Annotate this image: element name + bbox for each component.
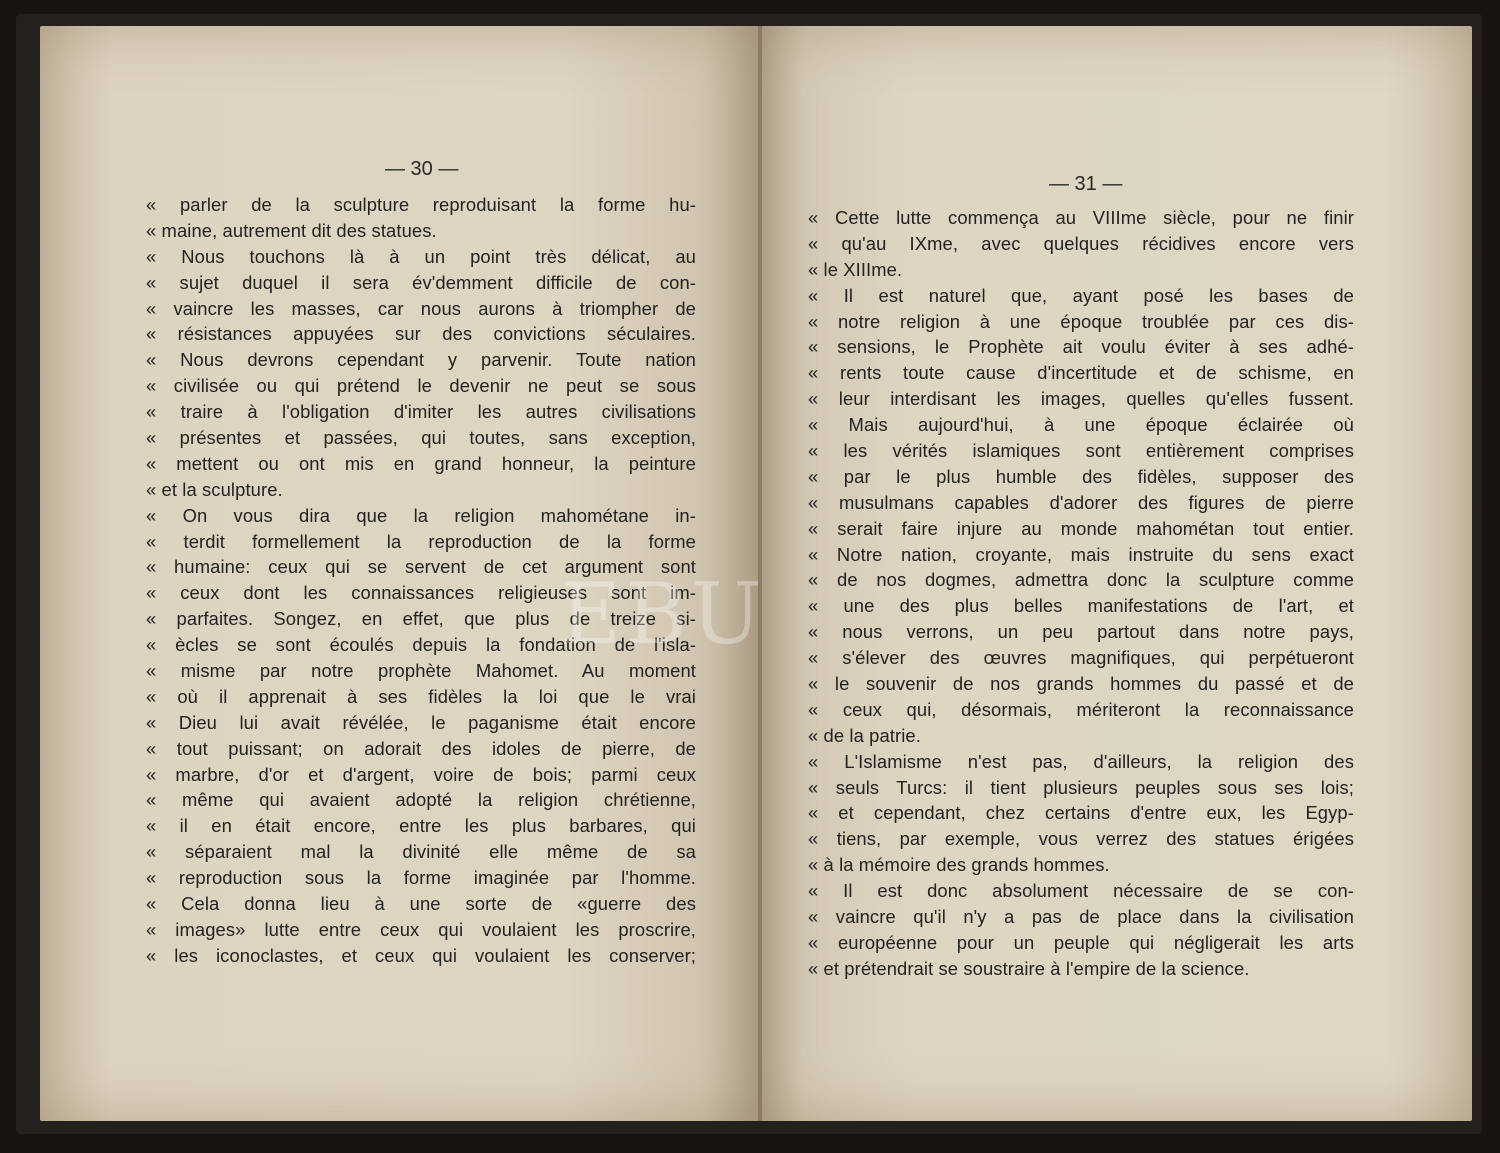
text-line: « de nos dogmes, admettra donc la sculpture comme bbox=[808, 569, 1354, 591]
text-line: « par le plus humble des fidèles, supposer des bbox=[808, 465, 1354, 487]
text-line: « ècles se sont écoulés depuis la fondation de l'isla- bbox=[146, 634, 696, 656]
watermark: EBU bbox=[560, 565, 766, 663]
text-line: « une des plus belles manifestations de l'art, et bbox=[808, 595, 1354, 617]
text-line: « et prétendrait se soustraire à l'empire de la science. bbox=[808, 957, 1250, 979]
text-line: « présentes et passées, qui toutes, sans exception, bbox=[146, 427, 696, 449]
text-line: « les iconoclastes, et ceux qui voulaient les conserver; bbox=[146, 944, 696, 966]
text-line: « marbre, d'or et d'argent, voire de bois; parmi ceux bbox=[146, 763, 696, 785]
text-line: « traire à l'obligation d'imiter les autres civilisations bbox=[146, 401, 696, 423]
text-line: « de la patrie. bbox=[808, 724, 921, 746]
text-line: « Dieu lui avait révélée, le paganisme était encore bbox=[146, 711, 696, 733]
text-line: « vaincre qu'il n'y a pas de place dans la civilisation bbox=[808, 906, 1354, 928]
text-line: « seuls Turcs: il tient plusieurs peuples sous ses lois; bbox=[808, 776, 1354, 798]
text-line: « séparaient mal la divinité elle même de sa bbox=[146, 841, 696, 863]
text-line: « tiens, par exemple, vous verrez des statues érigées bbox=[808, 828, 1354, 850]
text-line: « notre religion à une époque troublée par ces dis- bbox=[808, 310, 1354, 332]
right-page-number: — 31 — bbox=[1049, 173, 1123, 195]
text-line: « et la sculpture. bbox=[146, 478, 283, 500]
text-line: « musulmans capables d'adorer des figures de pierre bbox=[808, 491, 1354, 513]
text-line: « européenne pour un peuple qui négligerait les arts bbox=[808, 931, 1354, 953]
text-line: « ceux dont les connaissances religieuses sont im- bbox=[146, 582, 696, 604]
text-line: « Nous devrons cependant y parvenir. Toute nation bbox=[146, 349, 696, 371]
text-line: « Il est naturel que, ayant posé les bases de bbox=[808, 284, 1354, 306]
text-line: « tout puissant; on adorait des idoles de pierre, de bbox=[146, 737, 696, 759]
text-line: « images» lutte entre ceux qui voulaient les proscrire, bbox=[146, 918, 696, 940]
book-gutter bbox=[758, 26, 762, 1121]
text-line: « civilisée ou qui prétend le devenir ne peut se sous bbox=[146, 375, 696, 397]
text-line: « humaine: ceux qui se servent de cet argument sont bbox=[146, 556, 696, 578]
text-line: « mettent ou ont mis en grand honneur, la peinture bbox=[146, 452, 696, 474]
text-line: « vaincre les masses, car nous aurons à triompher de bbox=[146, 297, 696, 319]
text-line: « où il apprenait à ses fidèles la loi que le vrai bbox=[146, 685, 696, 707]
text-line: « résistances appuyées sur des convictions séculaires. bbox=[146, 323, 696, 345]
text-line: « s'élever des œuvres magnifiques, qui perpétueront bbox=[808, 647, 1354, 669]
text-line: « parler de la sculpture reproduisant la forme hu- bbox=[146, 194, 696, 215]
text-line: « misme par notre prophète Mahomet. Au moment bbox=[146, 660, 696, 682]
text-line: « rents toute cause d'incertitude et de schisme, en bbox=[808, 362, 1354, 384]
text-line: « et cependant, chez certains d'entre eux, les Egyp- bbox=[808, 802, 1354, 824]
text-line: « Cette lutte commença au VIIIme siècle, pour ne finir bbox=[808, 207, 1354, 228]
text-line: « L'Islamisme n'est pas, d'ailleurs, la religion des bbox=[808, 750, 1354, 772]
text-line: « sujet duquel il sera év'demment difficile de con- bbox=[146, 271, 696, 293]
text-line: « sensions, le Prophète ait voulu éviter à ses adhé- bbox=[808, 336, 1354, 358]
text-line: « qu'au IXme, avec quelques récidives encore vers bbox=[808, 232, 1354, 254]
text-line: « le XIIIme. bbox=[808, 258, 903, 280]
text-line: « On vous dira que la religion mahométane in- bbox=[146, 504, 696, 526]
text-line: « Cela donna lieu à une sorte de «guerre des bbox=[146, 893, 696, 915]
text-line: « Il est donc absolument nécessaire de se con- bbox=[808, 880, 1354, 902]
text-line: « terdit formellement la reproduction de la forme bbox=[146, 530, 696, 552]
text-line: « Notre nation, croyante, mais instruite du sens exact bbox=[808, 543, 1354, 565]
left-page-text bbox=[146, 192, 696, 969]
text-line: « Mais aujourd'hui, à une époque éclairée où bbox=[808, 414, 1354, 436]
text-line: « à la mémoire des grands hommes. bbox=[808, 854, 1110, 876]
text-line: « le souvenir de nos grands hommes du passé et de bbox=[808, 673, 1354, 695]
text-line: « maine, autrement dit des statues. bbox=[146, 219, 437, 241]
right-page-text bbox=[808, 205, 1354, 982]
left-page-number: — 30 — bbox=[385, 158, 459, 180]
text-line: « leur interdisant les images, quelles qu'elles fussent. bbox=[808, 388, 1354, 410]
text-line: « même qui avaient adopté la religion chrétienne, bbox=[146, 789, 696, 811]
text-line: « les vérités islamiques sont entièrement comprises bbox=[808, 440, 1354, 462]
text-line: « ceux qui, désormais, mériteront la reconnaissance bbox=[808, 698, 1354, 720]
text-line: « Nous touchons là à un point très délicat, au bbox=[146, 245, 696, 267]
text-line: « serait faire injure au monde mahométan tout entier. bbox=[808, 517, 1354, 539]
text-line: « il en était encore, entre les plus barbares, qui bbox=[146, 815, 696, 837]
text-line: « nous verrons, un peu partout dans notre pays, bbox=[808, 621, 1354, 643]
text-line: « parfaites. Songez, en effet, que plus de treize si- bbox=[146, 608, 696, 630]
text-line: « reproduction sous la forme imaginée par l'homme. bbox=[146, 867, 696, 889]
